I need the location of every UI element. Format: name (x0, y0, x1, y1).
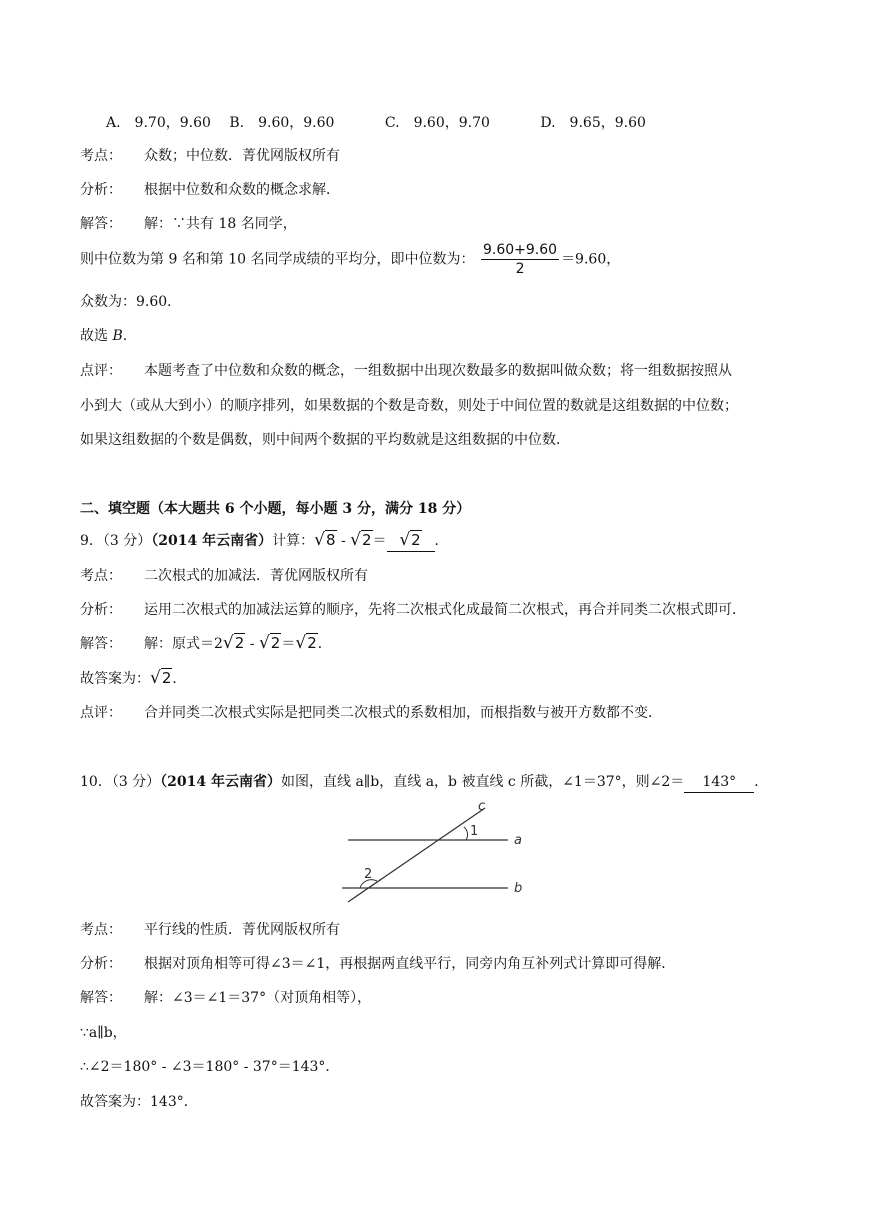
q9-number: 9．（3 分） (80, 533, 152, 549)
kaodian-label: 考点： (80, 568, 122, 584)
fenxi-label: 分析： (80, 182, 122, 198)
q10-therefore: ∴∠2＝180° - ∠3＝180° - 37°＝143°． (80, 1059, 340, 1075)
q8-option-b: B. 9.60，9.60 (229, 115, 335, 131)
answer-prefix: 故选 (80, 328, 113, 344)
sqrt-2: √2 (350, 530, 372, 550)
q8-answer (80, 326, 127, 346)
q10-since: ∵a∥b， (80, 1025, 127, 1041)
q10-answer: 故答案为：143°． (80, 1094, 198, 1110)
equals-sign: ＝ (372, 533, 387, 549)
angle-1-arc (464, 827, 468, 840)
answer-letter: B (112, 328, 123, 344)
q8-dianping-2: 小到大（或从大到小）的顺序排列，如果数据的个数是奇数，则处于中间位置的数就是这组数据的中位数； (80, 398, 738, 414)
sqrt-8: √8 (314, 530, 336, 550)
q9-stem (80, 530, 449, 552)
answer-suffix: . (122, 328, 128, 344)
q8-fenxi (80, 180, 340, 200)
q10-stem (80, 772, 768, 793)
q10-kaodian (80, 920, 340, 940)
fenxi-text: 运用二次根式的加减法运算的顺序，先将二次根式化成最简二次根式，再合并同类二次根式即可． (144, 602, 746, 618)
dianping-text: 合并同类二次根式实际是把同类二次根式的系数相加，而根指数与被开方数都不变． (144, 705, 662, 721)
q10-fenxi (80, 954, 675, 974)
fraction-denominator: 2 (515, 261, 525, 277)
q8-dianping (80, 361, 732, 381)
label-a: a (514, 833, 522, 848)
label-2: 2 (364, 867, 373, 882)
fenxi-label: 分析： (80, 956, 122, 972)
median-text: 则中位数为第 9 名和第 10 名同学成绩的平均分，即中位数为： (80, 251, 475, 268)
q10-source: （2014 年云南省） (160, 774, 282, 790)
fraction-numerator: 9.60+9.60 (482, 242, 558, 258)
dianping-text-1: 本题考查了中位数和众数的概念，一组数据中出现次数最多的数据叫做众数；将一组数据按照从 (144, 363, 732, 379)
q8-option-c: C. 9.60，9.70 (384, 115, 490, 131)
jieda-label: 解答： (80, 990, 122, 1006)
sqrt-2: √2 (258, 633, 281, 653)
kaodian-text: 二次根式的加减法．菁优网版权所有 (144, 568, 368, 584)
q10-jieda (80, 988, 371, 1008)
q8-mode: 众数为：9.60． (80, 294, 182, 310)
q8-option-a: A. 9.70，9.60 (106, 115, 211, 131)
q8-kaodian (80, 146, 340, 166)
q8-dianping-3: 如果这组数据的个数是偶数，则中间两个数据的平均数就是这组数据的中位数． (80, 432, 570, 448)
dianping-label: 点评： (80, 363, 122, 379)
q8-jieda (80, 214, 297, 234)
jieda-text: 解：∠3＝∠1＝37°（对顶角相等）， (144, 990, 372, 1006)
sqrt-2: √2 (295, 633, 317, 653)
label-c: c (478, 799, 486, 814)
period: ． (434, 533, 449, 549)
jieda-label: 解答： (80, 216, 122, 232)
q9-source: （2014 年云南省） (151, 533, 273, 549)
jieda-prefix: 解：原式＝2 (144, 636, 223, 652)
label-b: b (514, 881, 523, 896)
label-1: 1 (470, 824, 479, 839)
kaodian-label: 考点： (80, 148, 122, 164)
period: ． (754, 774, 769, 790)
parallel-lines-figure (340, 798, 530, 906)
q9-jieda: 解答： 解：原式＝2√2 - √2＝√2． (80, 633, 332, 653)
q10-answer-blank: 143° (684, 772, 754, 793)
kaodian-text: 平行线的性质．菁优网版权所有 (144, 922, 340, 938)
fenxi-text: 根据对顶角相等可得∠3＝∠1，再根据两直线平行，同旁内角互补列式计算即可得解． (144, 956, 676, 972)
q10-stem-text: 如图，直线 a∥b，直线 a，b 被直线 c 所截，∠1＝37°，则∠2＝ (281, 774, 685, 790)
sqrt-2: √2 (222, 633, 245, 653)
q10-number: 10．（3 分） (80, 774, 161, 790)
jieda-text: 解：∵共有 18 名同学， (144, 216, 297, 232)
q9-fenxi (80, 600, 746, 620)
fenxi-label: 分析： (80, 602, 122, 618)
dianping-label: 点评： (80, 705, 122, 721)
sqrt-2: √2 (150, 668, 172, 688)
section-heading: 二、填空题（本大题共 6 个小题，每小题 3 分，满分 18 分） (80, 501, 471, 517)
q9-answer: 故答案为：√2． (80, 668, 187, 688)
kaodian-text: 众数；中位数．菁优网版权所有 (144, 148, 340, 164)
jieda-label: 解答： (80, 636, 122, 652)
median-fraction (481, 241, 559, 278)
q8-option-d: D. 9.65，9.60 (540, 115, 646, 131)
median-result: ＝9.60， (561, 251, 621, 268)
minus-sign: - (336, 533, 351, 549)
q9-dianping (80, 703, 662, 723)
q9-answer-blank: √2 (387, 530, 435, 552)
q8-median-line (80, 241, 620, 278)
q8-options (106, 113, 646, 133)
kaodian-label: 考点： (80, 922, 122, 938)
q9-stem-text: 计算： (272, 533, 315, 549)
answer-label: 故答案为： (80, 671, 150, 687)
q9-kaodian (80, 566, 368, 586)
fenxi-text: 根据中位数和众数的概念求解． (144, 182, 340, 198)
